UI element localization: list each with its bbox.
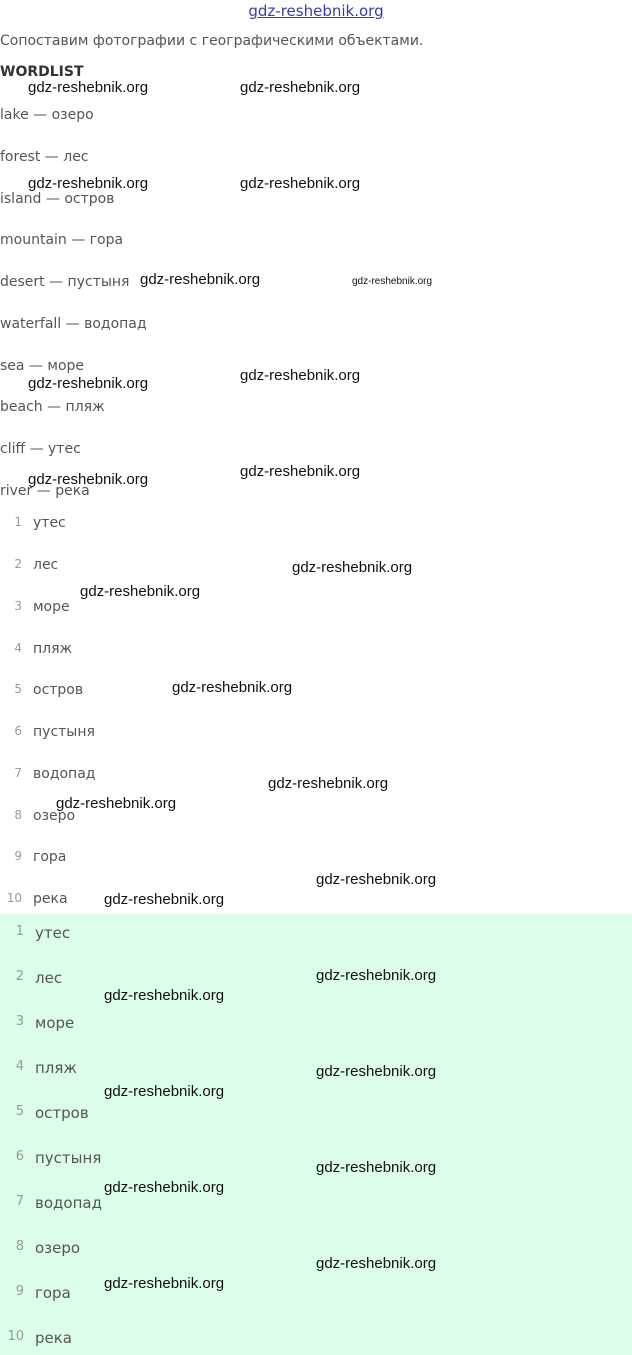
item-number: 2 xyxy=(15,969,24,984)
watermark: gdz-reshebnik.org xyxy=(292,559,413,576)
item-number: 5 xyxy=(15,1104,24,1119)
wordlist-item: lake — озеро xyxy=(0,107,94,123)
item-text: река xyxy=(35,1329,73,1347)
item-text: пустыня xyxy=(33,724,95,740)
wordlist-item: beach — пляж xyxy=(0,399,105,415)
item-number: 8 xyxy=(14,808,22,822)
watermark: gdz-reshebnik.org xyxy=(28,175,149,192)
item-number: 7 xyxy=(14,766,22,780)
wordlist-item: cliff — утес xyxy=(0,441,81,457)
watermark: gdz-reshebnik.org xyxy=(316,967,437,984)
wordlist-item: mountain — гора xyxy=(0,232,124,248)
item-text: утес xyxy=(33,515,66,531)
item-number: 6 xyxy=(15,1149,24,1164)
watermark: gdz-reshebnik.org xyxy=(240,463,361,480)
item-number: 2 xyxy=(14,557,22,571)
wordlist-item: desert — пустыня xyxy=(0,274,130,290)
item-text: озеро xyxy=(35,1239,81,1257)
item-text: пляж xyxy=(35,1059,77,1077)
item-text: водопад xyxy=(35,1194,102,1212)
item-number: 10 xyxy=(7,1329,24,1344)
item-text: гора xyxy=(35,1284,71,1302)
item-number: 3 xyxy=(14,599,22,613)
item-number: 1 xyxy=(15,924,24,939)
item-text: утес xyxy=(35,924,71,942)
intro-text: Сопоставим фотографии с географическими объектами. xyxy=(0,33,424,49)
watermark: gdz-reshebnik.org xyxy=(316,1159,437,1176)
item-number: 5 xyxy=(14,682,22,696)
item-number: 1 xyxy=(14,515,22,529)
watermark: gdz-reshebnik.org xyxy=(240,367,361,384)
item-number: 8 xyxy=(15,1239,24,1254)
watermark: gdz-reshebnik.org xyxy=(80,583,201,600)
watermark: gdz-reshebnik.org xyxy=(104,1275,225,1292)
item-text: пляж xyxy=(33,641,73,657)
item-text: река xyxy=(33,891,68,907)
item-number: 9 xyxy=(14,849,22,863)
watermark: gdz-reshebnik.org xyxy=(104,891,225,908)
watermark: gdz-reshebnik.org xyxy=(352,276,433,287)
watermark: gdz-reshebnik.org xyxy=(316,871,437,888)
watermark: gdz-reshebnik.org xyxy=(28,79,149,96)
watermark: gdz-reshebnik.org xyxy=(316,1255,437,1272)
item-number: 4 xyxy=(14,641,22,655)
item-number: 3 xyxy=(15,1014,24,1029)
item-text: водопад xyxy=(33,766,96,782)
watermark: gdz-reshebnik.org xyxy=(104,1083,225,1100)
watermark: gdz-reshebnik.org xyxy=(140,271,261,288)
watermark: gdz-reshebnik.org xyxy=(104,1179,225,1196)
item-number: 6 xyxy=(14,724,22,738)
item-number: 7 xyxy=(15,1194,24,1209)
item-text: море xyxy=(33,599,70,615)
item-text: гора xyxy=(33,849,67,865)
item-text: лес xyxy=(35,969,63,987)
wordlist-item: sea — море xyxy=(0,358,85,374)
wordlist-title: WORDLIST xyxy=(0,64,84,80)
watermark: gdz-reshebnik.org xyxy=(28,471,149,488)
item-text: озеро xyxy=(33,808,76,824)
site-link[interactable]: gdz-reshebnik.org xyxy=(248,2,384,20)
watermark: gdz-reshebnik.org xyxy=(240,175,361,192)
item-number: 9 xyxy=(15,1284,24,1299)
item-number: 10 xyxy=(6,891,22,905)
item-number: 4 xyxy=(15,1059,24,1074)
item-text: море xyxy=(35,1014,75,1032)
item-text: остров xyxy=(35,1104,89,1122)
watermark: gdz-reshebnik.org xyxy=(104,987,225,1004)
item-text: остров xyxy=(33,682,84,698)
watermark: gdz-reshebnik.org xyxy=(268,775,389,792)
watermark: gdz-reshebnik.org xyxy=(28,375,149,392)
watermark: gdz-reshebnik.org xyxy=(56,795,177,812)
item-text: пустыня xyxy=(35,1149,102,1167)
wordlist-item: island — остров xyxy=(0,191,115,207)
watermark: gdz-reshebnik.org xyxy=(316,1063,437,1080)
watermark: gdz-reshebnik.org xyxy=(240,79,361,96)
wordlist-item: forest — лес xyxy=(0,149,89,165)
watermark: gdz-reshebnik.org xyxy=(172,679,293,696)
item-text: лес xyxy=(33,557,59,573)
wordlist-item: waterfall — водопад xyxy=(0,316,147,332)
wordlist-item: river — река xyxy=(0,483,90,499)
